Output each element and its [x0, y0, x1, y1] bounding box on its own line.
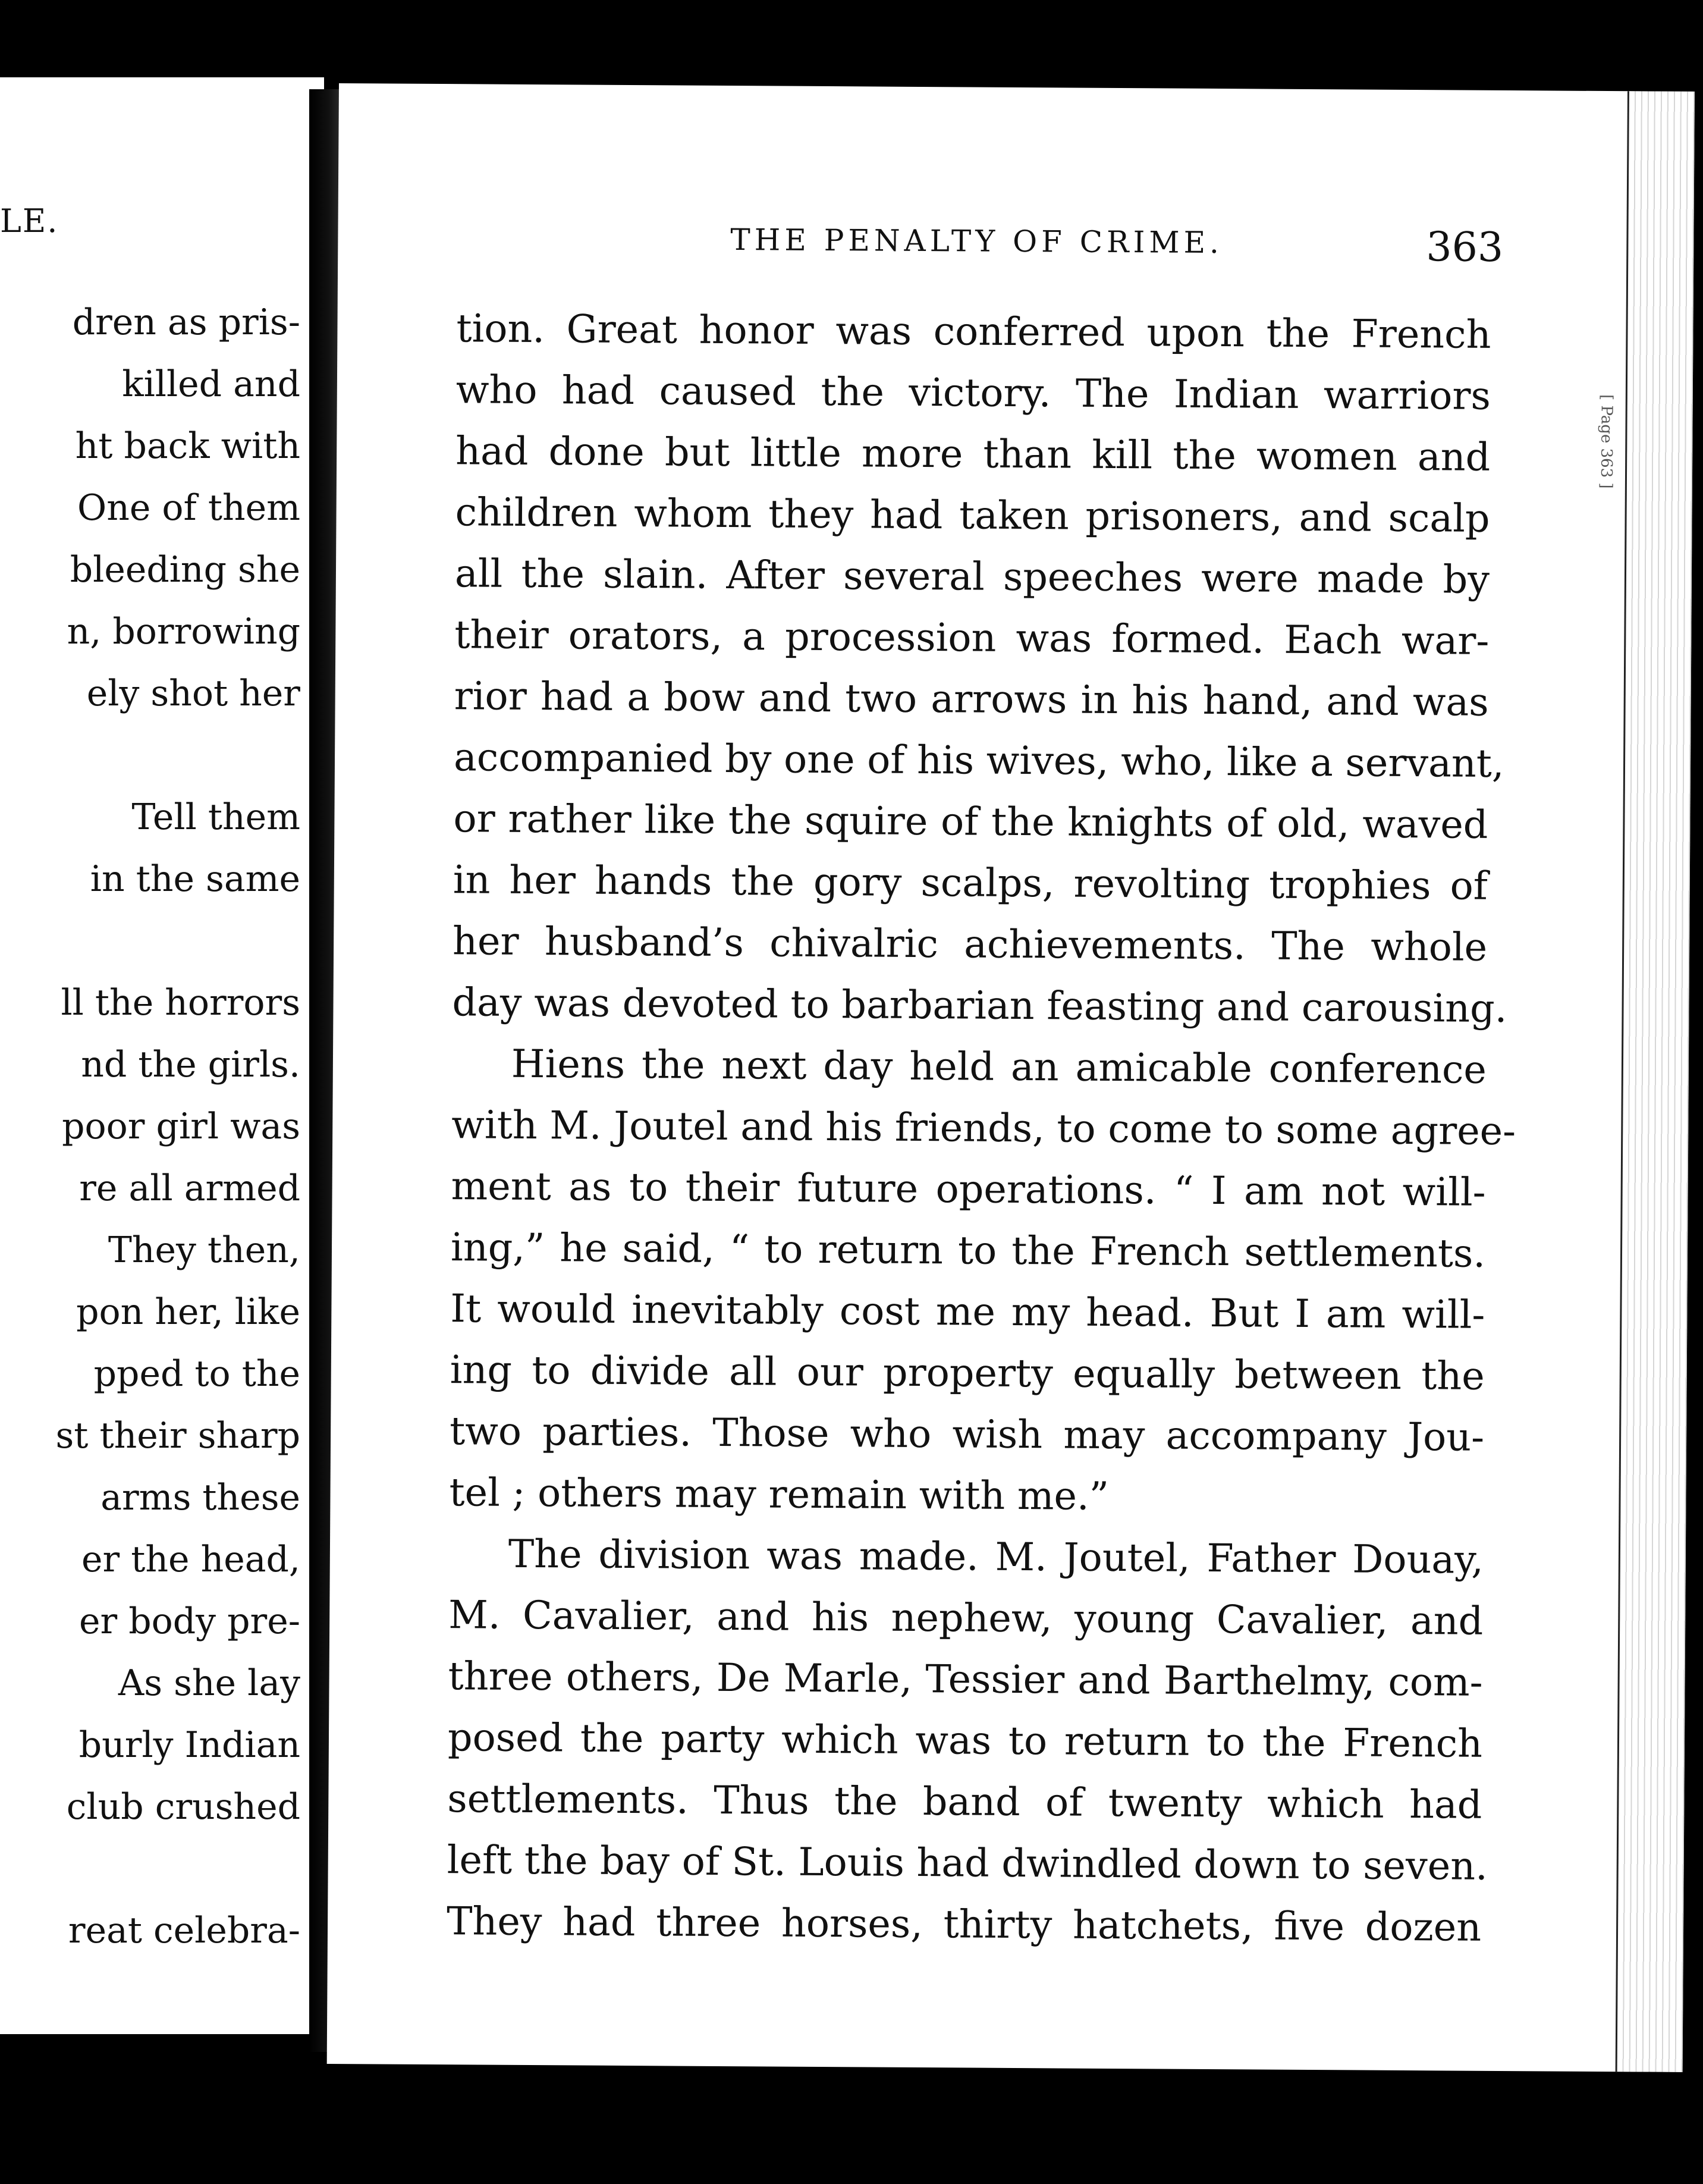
left-text-line: dren as pris- [72, 302, 300, 343]
left-text-line: burly Indian [78, 1724, 300, 1766]
left-text-line: re all armed [79, 1168, 300, 1209]
text-line: Hiens the next day held an amicable conference [511, 1041, 1487, 1093]
text-line: or rather like the squire of the knights of old, waved [453, 796, 1488, 848]
text-line: M. Cavalier, and his nephew, young Cavalier, and [448, 1593, 1484, 1644]
text-line: all the slain. After several speeches were made by [454, 551, 1490, 603]
left-text-line: pped to the [93, 1353, 300, 1395]
text-line: It would inevitably cost me my head. But I am will- [450, 1286, 1485, 1338]
running-head: THE PENALTY OF CRIME. [730, 222, 1224, 261]
text-line: left the bay of St. Louis had dwindled down to seven. [447, 1838, 1488, 1889]
left-text-line: killed and [122, 363, 300, 405]
left-text-line: nd the girls. [81, 1044, 300, 1085]
text-line: ing to divide all our property equally between the [450, 1348, 1485, 1399]
left-text-line: reat celebra- [68, 1910, 300, 1951]
text-line: ing,” he said, “ to return to the French settlements. [450, 1225, 1486, 1276]
text-line: The division was made. M. Joutel, Father Douay, [508, 1532, 1484, 1583]
left-text-line: poor girl was [62, 1106, 300, 1147]
left-text-line: club crushed [66, 1786, 300, 1828]
left-text-line: arms these [100, 1477, 300, 1518]
text-line: in her hands the gory scalps, revolting trophies of [453, 858, 1488, 909]
left-text-line: One of them [77, 487, 300, 529]
text-line: two parties. Those who wish may accompany Jou- [449, 1409, 1485, 1460]
left-text-line [56, 724, 300, 786]
text-line: accompanied by one of his wives, who, like a servant, [453, 735, 1504, 786]
left-text-line: in the same [90, 858, 300, 900]
left-page-text [56, 291, 300, 1962]
left-text-line: pon her, like [76, 1291, 300, 1333]
left-text-line: ll the horrors [61, 982, 300, 1024]
text-line: who had caused the victory. The Indian warriors [455, 368, 1491, 419]
left-text-line: bleeding she [70, 549, 300, 591]
left-running-head: LE. [0, 202, 59, 240]
text-line: had done but little more than kill the women and [455, 429, 1491, 480]
right-page [327, 83, 1695, 2072]
margin-note: [ Page 363 ] [1597, 394, 1616, 489]
text-line: tion. Great honor was conferred upon the French [456, 306, 1491, 357]
text-line: settlements. Thus the band of twenty which had [447, 1777, 1482, 1828]
text-line: rior had a bow and two arrows in his hand, and was [454, 674, 1489, 725]
page-edges [1616, 91, 1695, 2072]
left-text-line: st their sharp [55, 1415, 300, 1457]
left-text-line [56, 1838, 300, 1900]
text-line: with M. Joutel and his friends, to come to some agree- [451, 1103, 1516, 1154]
text-line: day was devoted to barbarian feasting and carousing. [452, 980, 1507, 1032]
text-line: children whom they had taken prisoners, and scalp [455, 490, 1490, 541]
text-line: three others, De Marle, Tessier and Barthelmy, com- [448, 1654, 1483, 1705]
left-text-line: ht back with [75, 425, 300, 467]
text-line: posed the party which was to return to the French [447, 1715, 1483, 1766]
left-text-line: As she lay [118, 1662, 300, 1704]
left-text-line [56, 910, 300, 972]
page-number: 363 [1426, 224, 1504, 271]
text-line: ment as to their future operations. “ I am not will- [451, 1164, 1486, 1215]
left-text-line: er the head, [81, 1539, 300, 1580]
text-line: her husband’s chivalric achievements. The whole [452, 919, 1488, 970]
text-line: They had three horses, thirty hatchets, five dozen [446, 1899, 1482, 1950]
left-text-line: They then, [108, 1229, 300, 1271]
left-text-line: er body pre- [78, 1601, 300, 1642]
left-page [0, 77, 324, 2034]
left-text-line: n, borrowing [67, 611, 300, 652]
text-line: tel ; others may remain with me.” [449, 1470, 1110, 1519]
text-line: their orators, a procession was formed. Each war- [454, 613, 1490, 664]
left-text-line: ely shot her [86, 673, 300, 714]
body-text [446, 298, 1516, 1959]
left-text-line: Tell them [131, 796, 300, 838]
